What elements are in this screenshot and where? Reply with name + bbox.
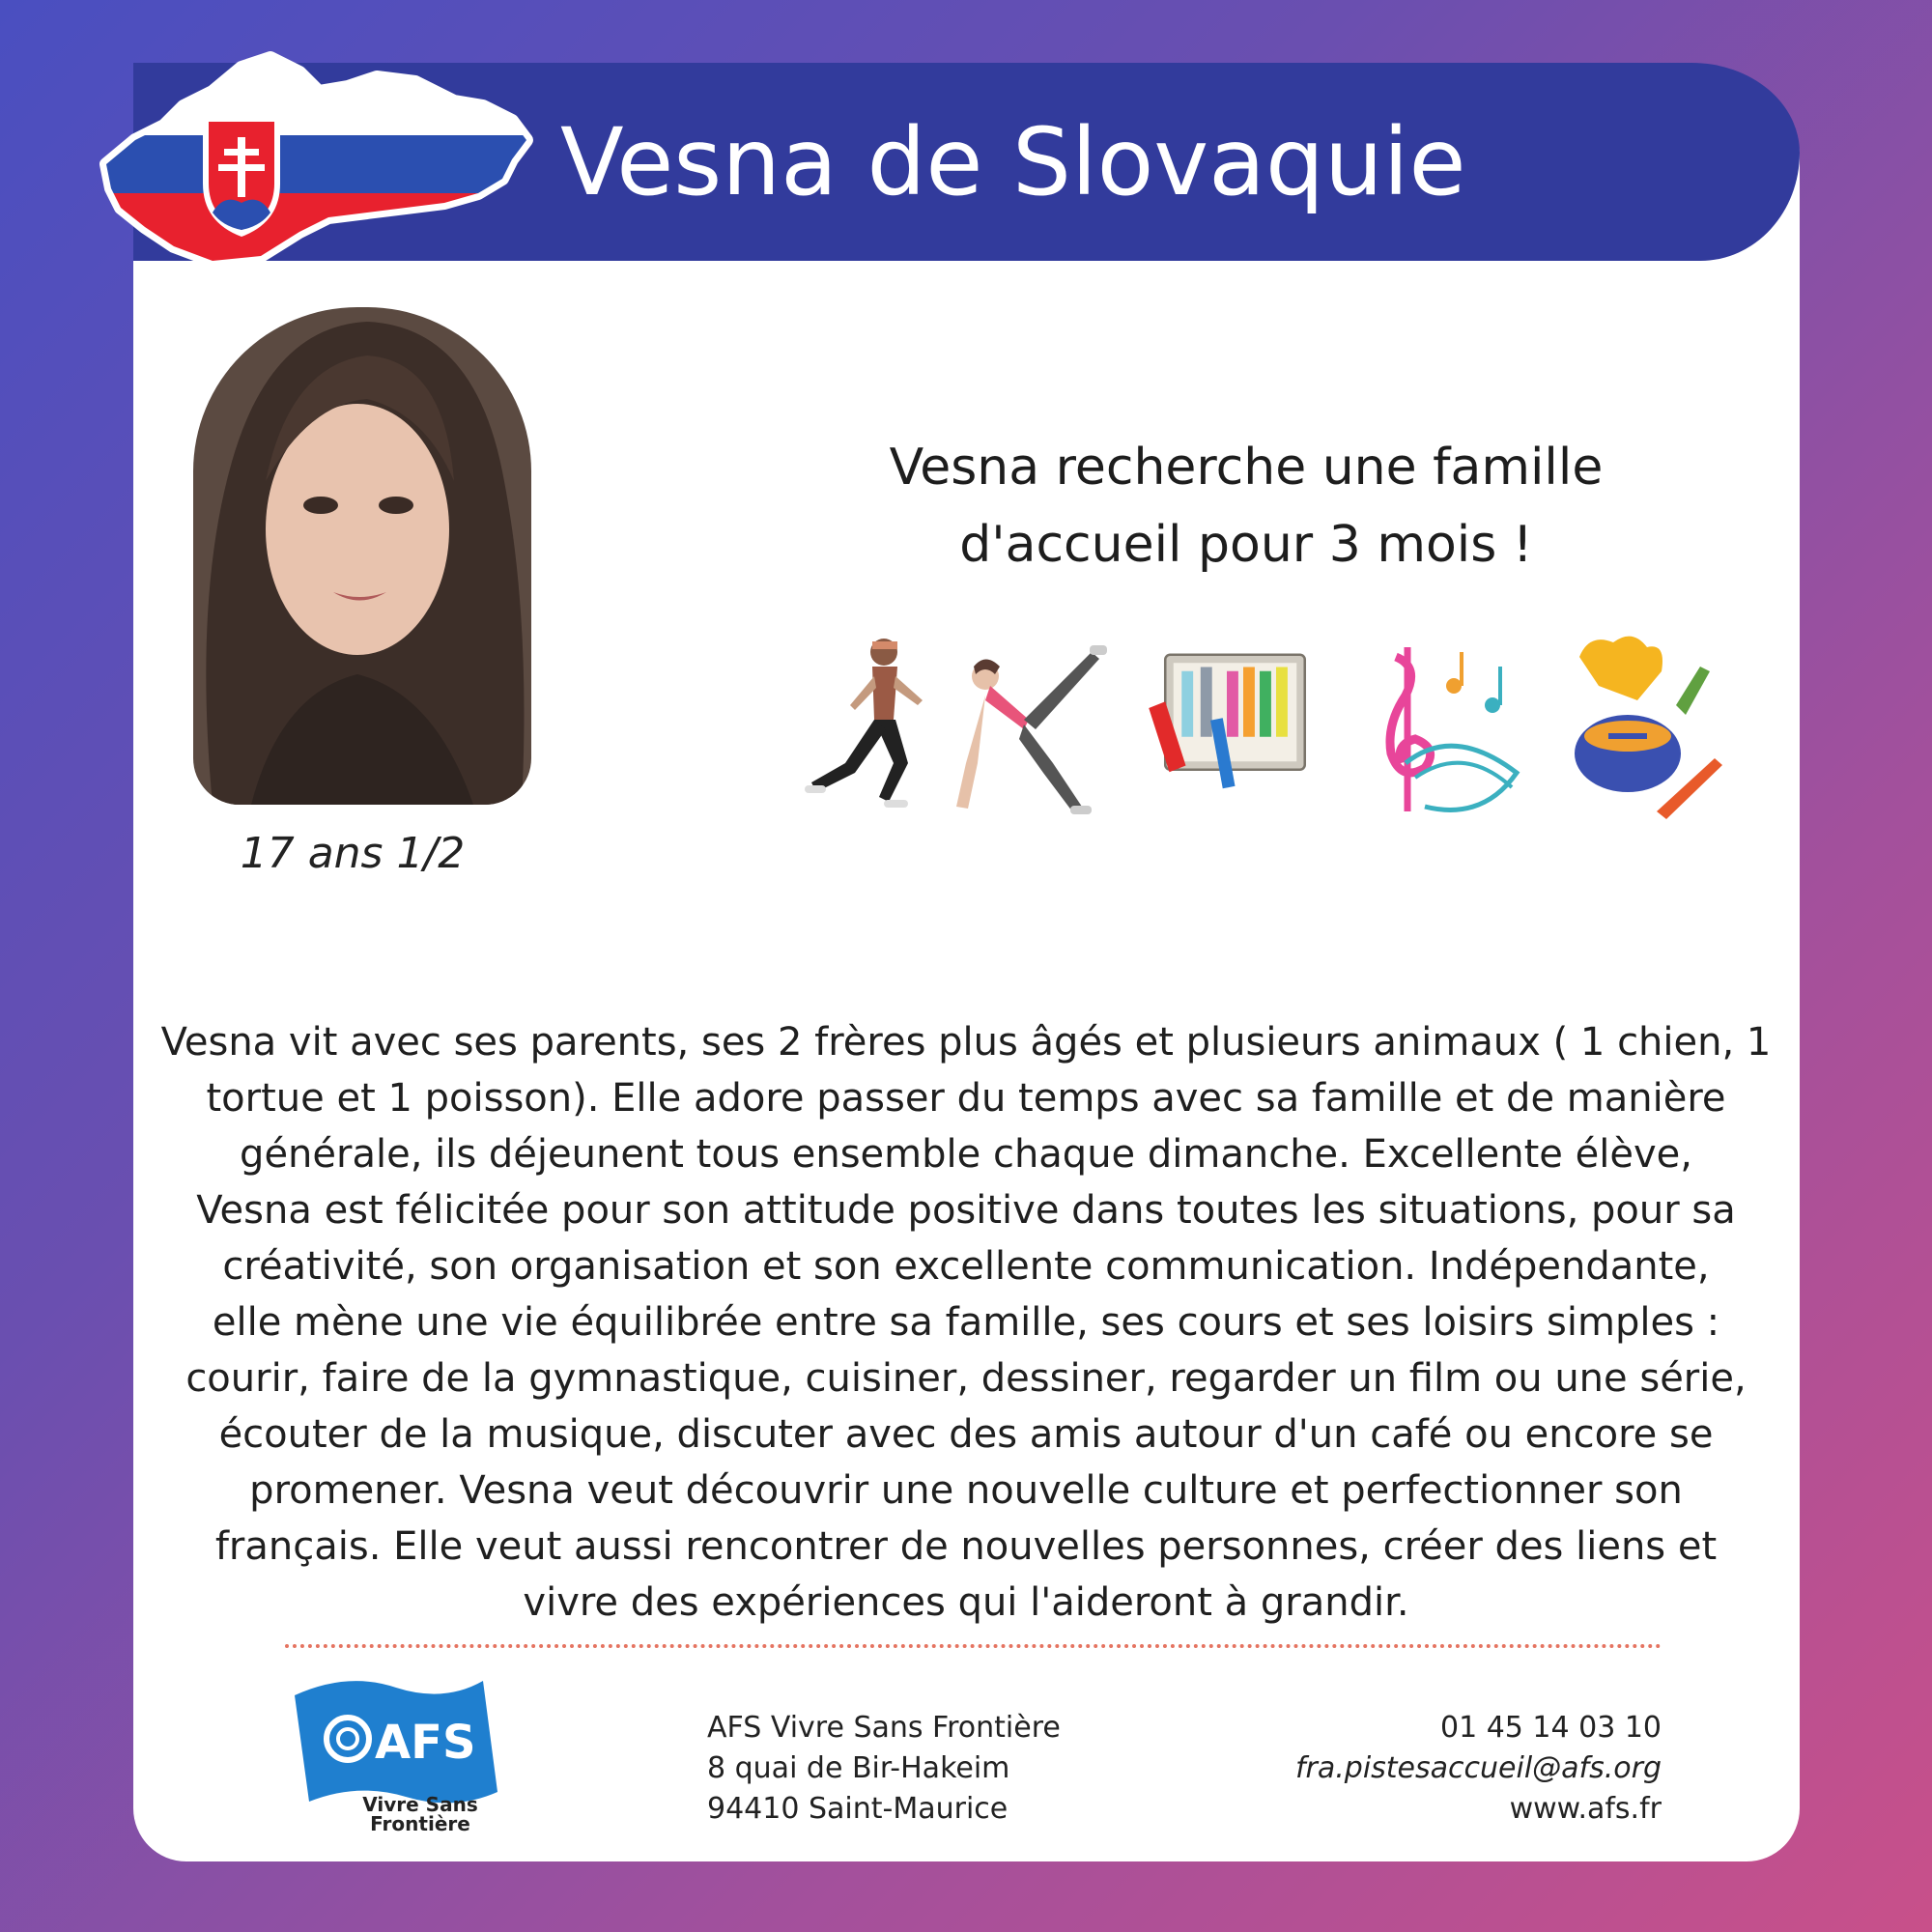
bio-line: promener. Vesna veut découvrir une nouvelle culture et perfectionner son	[249, 1468, 1683, 1513]
gymnastics-icon	[947, 628, 1111, 821]
city-address: 94410 Saint-Maurice	[707, 1792, 1009, 1826]
bio-line: courir, faire de la gymnastique, cuisiner, dessiner, regarder un film ou une série,	[185, 1356, 1747, 1401]
bio-line: générale, ils déjeunent tous ensemble chaque dimanche. Excellente élève,	[240, 1132, 1692, 1177]
bio-line: vivre des expériences qui l'aideront à grandir.	[523, 1580, 1409, 1625]
crayons-drawing-icon	[1145, 628, 1309, 821]
cooking-icon	[1560, 628, 1724, 821]
slovakia-flag-map-icon	[97, 48, 541, 270]
logo-tagline-2: Frontière	[370, 1812, 470, 1835]
bio-line: Vesna vit avec ses parents, ses 2 frères plus âgés et plusieurs animaux ( 1 chien, 1	[160, 1020, 1772, 1065]
afs-logo	[290, 1666, 502, 1835]
bio-line: français. Elle veut aussi rencontrer de nouvelles personnes, créer des liens et	[214, 1524, 1718, 1569]
portrait-photo	[193, 307, 531, 805]
street-address: 8 quai de Bir-Hakeim	[707, 1751, 1010, 1785]
bio-line: Vesna est félicitée pour son attitude positive dans toutes les situations, pour sa	[196, 1188, 1736, 1233]
footer-address	[707, 1708, 1190, 1830]
bio-line: écouter de la musique, discuter avec des amis autour d'un café ou encore se	[218, 1412, 1714, 1457]
bio-line: créativité, son organisation et son excellente communication. Indépendante,	[222, 1244, 1710, 1289]
website-link[interactable]: www.afs.fr	[1509, 1792, 1662, 1826]
phone-number: 01 45 14 03 10	[1439, 1711, 1662, 1745]
music-notes-icon	[1357, 628, 1521, 821]
email-link[interactable]: fra.pistesaccueil@afs.org	[1294, 1751, 1662, 1785]
headline	[734, 429, 1758, 583]
bio-line: tortue et 1 poisson). Elle adore passer du temps avec sa famille et de manière	[206, 1076, 1726, 1121]
logo-tagline-1: Vivre Sans	[362, 1793, 478, 1816]
headline-line-1: Vesna recherche une famille	[889, 439, 1604, 497]
logo-brand: AFS	[375, 1716, 476, 1770]
org-name: AFS Vivre Sans Frontière	[707, 1711, 1061, 1745]
page-title: Vesna de Slovaquie	[560, 108, 1466, 216]
age-label: 17 ans 1/2	[240, 829, 466, 878]
hobby-icons	[797, 628, 1724, 821]
footer-contact	[1179, 1708, 1662, 1830]
bio-line: elle mène une vie équilibrée entre sa famille, ses cours et ses loisirs simples :	[212, 1300, 1720, 1345]
bio-paragraph	[145, 1014, 1787, 1631]
running-icon	[797, 628, 961, 821]
headline-line-2: d'accueil pour 3 mois !	[959, 516, 1533, 574]
footer-divider	[285, 1644, 1662, 1648]
